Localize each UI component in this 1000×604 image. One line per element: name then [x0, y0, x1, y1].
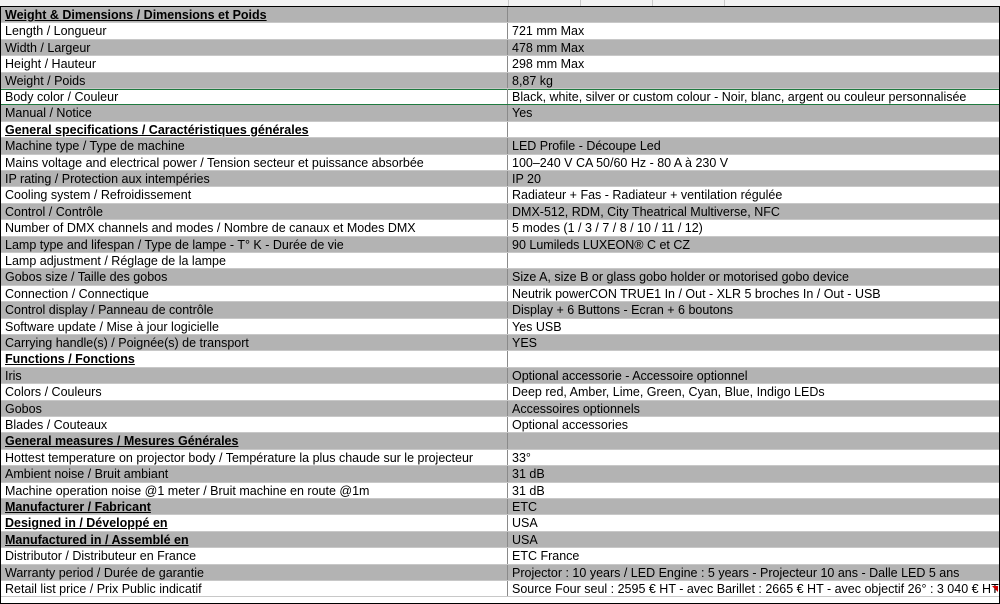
label-cell[interactable]: Machine operation noise @1 meter / Bruit machine en route @1m — [0, 483, 508, 498]
label-cell[interactable]: Control display / Panneau de contrôle — [0, 302, 508, 317]
label-cell[interactable]: Blades / Couteaux — [0, 417, 508, 432]
value-cell[interactable]: USA — [512, 532, 538, 547]
label-cell[interactable]: Distributor / Distributeur en France — [0, 548, 508, 563]
table-row — [0, 138, 1000, 154]
label-cell[interactable]: Connection / Connectique — [0, 286, 508, 301]
label-cell[interactable]: Manufacturer / Fabricant — [0, 499, 508, 514]
table-row — [0, 450, 1000, 466]
label-cell[interactable]: Iris — [0, 368, 508, 383]
table-row — [0, 319, 1000, 335]
value-cell[interactable]: 478 mm Max — [512, 40, 585, 55]
label-cell[interactable]: Weight / Poids — [0, 73, 508, 88]
label-cell[interactable]: Cooling system / Refroidissement — [0, 187, 508, 202]
table-row — [0, 483, 1000, 499]
value-cell[interactable]: 90 Lumileds LUXEON® C et CZ — [512, 237, 691, 252]
value-cell[interactable]: YES — [512, 336, 538, 350]
value-cell[interactable]: Neutrik powerCON TRUE1 In / Out - XLR 5 broches In / Out - USB — [512, 286, 881, 301]
value-cell[interactable] — [508, 351, 1000, 366]
value-cell[interactable] — [508, 122, 1000, 137]
column-b-strip — [508, 0, 581, 6]
label-cell[interactable]: Lamp adjustment / Réglage de la lampe — [0, 253, 508, 268]
label-cell[interactable]: Machine type / Type de machine — [0, 138, 508, 153]
value-cell[interactable]: Size A, size B or glass gobo holder or motorised gobo device — [512, 270, 849, 285]
table-row — [0, 335, 1000, 351]
table-row — [0, 237, 1000, 253]
column-c-strip — [580, 0, 653, 6]
value-cell[interactable]: Yes — [512, 106, 533, 121]
label-cell[interactable]: Warranty period / Durée de garantie — [0, 565, 508, 580]
value-cell[interactable]: Yes USB — [512, 319, 562, 334]
comment-indicator-icon[interactable] — [992, 586, 998, 592]
label-cell[interactable]: Body color / Couleur — [0, 89, 508, 104]
value-cell[interactable]: 100–240 V CA 50/60 Hz - 80 A à 230 V — [512, 155, 729, 170]
table-row — [0, 384, 1000, 400]
label-cell[interactable]: Retail list price / Prix Public indicatif — [0, 581, 508, 596]
label-cell[interactable]: Weight & Dimensions / Dimensions et Poids — [0, 7, 508, 22]
table-row — [0, 581, 1000, 597]
value-cell[interactable]: 31 dB — [512, 483, 545, 498]
value-cell[interactable]: ETC France — [512, 549, 580, 564]
section-header-row — [0, 532, 1000, 548]
section-header-row — [0, 122, 1000, 138]
label-cell[interactable]: Mains voltage and electrical power / Tension secteur et puissance absorbée — [0, 155, 508, 170]
value-cell[interactable]: Accessoires optionnels — [512, 401, 640, 416]
value-cell[interactable]: Deep red, Amber, Lime, Green, Cyan, Blue, Indigo LEDs — [512, 385, 825, 400]
value-cell[interactable]: 8,87 kg — [512, 73, 554, 88]
table-row — [0, 187, 1000, 203]
label-cell[interactable]: Width / Largeur — [0, 40, 508, 55]
label-cell[interactable]: Software update / Mise à jour logicielle — [0, 319, 508, 334]
value-cell[interactable]: Source Four seul : 2595 € HT - avec Barillet : 2665 € HT - avec objectif 26° : 3 040 € HT — [512, 582, 999, 596]
table-row — [0, 401, 1000, 417]
value-cell[interactable] — [508, 433, 1000, 448]
section-header-row — [0, 7, 1000, 23]
table-row — [0, 204, 1000, 220]
section-header-row — [0, 433, 1000, 449]
label-cell[interactable]: IP rating / Protection aux intempéries — [0, 171, 508, 186]
value-cell[interactable]: 5 modes (1 / 3 / 7 / 8 / 10 / 11 / 12) — [512, 221, 703, 236]
previous-row-strip — [0, 0, 1000, 7]
label-cell[interactable]: Gobos — [0, 401, 508, 416]
label-cell[interactable]: Number of DMX channels and modes / Nombre de canaux et Modes DMX — [0, 220, 508, 235]
label-cell[interactable]: Ambient noise / Bruit ambiant — [0, 466, 508, 481]
label-cell[interactable]: General specifications / Caractéristiques générales — [0, 122, 508, 137]
label-cell[interactable]: Carrying handle(s) / Poignée(s) de transport — [0, 335, 508, 350]
value-cell[interactable]: Projector : 10 years / LED Engine : 5 years - Projecteur 10 ans - Dalle LED 5 ans — [512, 565, 960, 580]
table-row — [0, 89, 1000, 105]
table-row — [0, 466, 1000, 482]
section-header-row — [0, 351, 1000, 367]
table-row — [0, 155, 1000, 171]
value-cell[interactable]: 33° — [512, 450, 531, 465]
label-cell[interactable]: Lamp type and lifespan / Type de lampe - T° K - Durée de vie — [0, 237, 508, 252]
table-row — [0, 565, 1000, 581]
value-cell[interactable]: USA — [512, 516, 538, 531]
label-cell[interactable]: Colors / Couleurs — [0, 384, 508, 399]
table-row — [0, 56, 1000, 72]
table-row — [0, 286, 1000, 302]
table-row — [0, 302, 1000, 318]
label-cell[interactable]: Length / Longueur — [0, 23, 508, 38]
table-row — [0, 417, 1000, 433]
value-cell[interactable]: 298 mm Max — [512, 57, 585, 72]
value-cell[interactable]: Display + 6 Buttons - Ecran + 6 boutons — [512, 303, 733, 318]
label-cell[interactable]: Functions / Fonctions — [0, 351, 508, 366]
table-row — [0, 73, 1000, 89]
table-row — [0, 171, 1000, 187]
value-cell[interactable]: LED Profile - Découpe Led — [512, 139, 661, 154]
label-cell[interactable]: Manual / Notice — [0, 105, 508, 120]
value-cell[interactable]: 31 dB — [512, 467, 545, 482]
value-cell[interactable] — [508, 7, 1000, 22]
label-cell[interactable]: Control / Contrôle — [0, 204, 508, 219]
value-cell[interactable]: Optional accessories — [512, 418, 629, 432]
value-cell[interactable]: IP 20 — [512, 172, 541, 186]
table-row — [0, 40, 1000, 56]
value-cell[interactable]: Optional accessorie - Accessoire optionnel — [512, 368, 748, 383]
label-cell[interactable]: Hottest temperature on projector body / Température la plus chaude sur le projecteur — [0, 450, 508, 465]
table-row — [0, 269, 1000, 285]
table-row — [0, 253, 1000, 269]
table-row — [0, 548, 1000, 564]
value-cell[interactable]: Radiateur + Fas - Radiateur + ventilation régulée — [512, 188, 783, 203]
table-row — [0, 23, 1000, 39]
column-a-strip — [0, 0, 509, 6]
table-row — [0, 105, 1000, 121]
label-cell[interactable]: General measures / Mesures Générales — [0, 433, 508, 448]
label-cell[interactable]: Designed in / Développé en — [0, 515, 508, 530]
value-cell[interactable]: Black, white, silver or custom colour - Noir, blanc, argent ou couleur personnalisée — [512, 90, 967, 104]
label-cell[interactable]: Manufactured in / Assemblé en — [0, 532, 508, 547]
value-cell[interactable]: ETC — [512, 500, 537, 514]
value-cell[interactable]: DMX-512, RDM, City Theatrical Multiverse, NFC — [512, 204, 780, 219]
label-cell[interactable]: Height / Hauteur — [0, 56, 508, 71]
label-cell[interactable]: Gobos size / Taille des gobos — [0, 269, 508, 284]
value-cell[interactable] — [508, 253, 1000, 268]
column-d-strip — [652, 0, 725, 6]
table-row — [0, 220, 1000, 236]
section-header-row — [0, 515, 1000, 531]
value-cell[interactable]: 721 mm Max — [512, 24, 585, 39]
section-header-row — [0, 499, 1000, 515]
table-row — [0, 368, 1000, 384]
